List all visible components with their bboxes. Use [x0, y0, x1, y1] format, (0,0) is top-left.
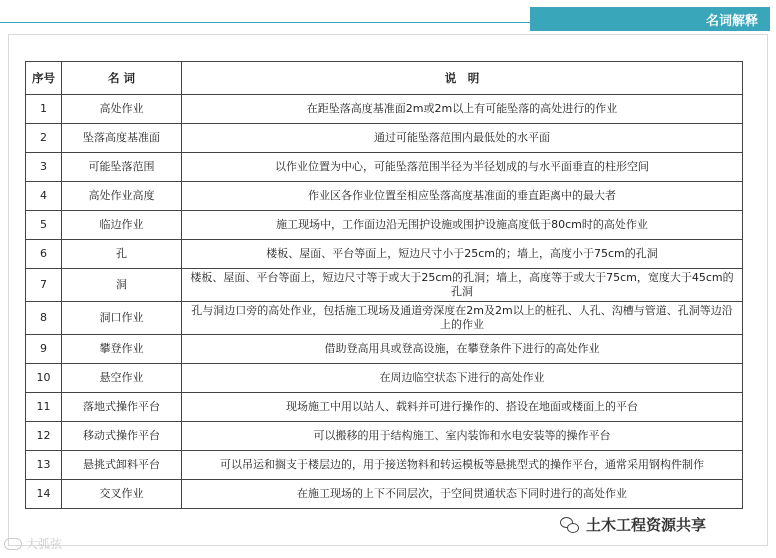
- row-number: 11: [26, 393, 62, 422]
- row-term: 交叉作业: [62, 480, 182, 509]
- row-description: 可以吊运和搁支于楼层边的，用于接送物料和转运模板等悬挑型式的操作平台，通常采用钢构件制作: [182, 451, 743, 480]
- section-title: 名词解释: [530, 7, 770, 31]
- row-term: 悬空作业: [62, 364, 182, 393]
- row-description: 在距坠落高度基准面2m或2m以上有可能坠落的高处进行的作业: [182, 95, 743, 124]
- table-row: [26, 480, 743, 509]
- watermark-right: [560, 514, 706, 535]
- column-header-term: 名 词: [62, 62, 182, 95]
- watermark-logo-icon: [4, 538, 22, 550]
- row-description: 借助登高用具或登高设施，在攀登条件下进行的高处作业: [182, 335, 743, 364]
- row-description: 现场施工中用以站人、载料并可进行操作的、搭设在地面或楼面上的平台: [182, 393, 743, 422]
- row-term: 洞: [62, 269, 182, 302]
- table-row: [26, 335, 743, 364]
- row-description: 楼板、屋面、平台等面上，短边尺寸小于25cm的；墙上，高度小于75cm的孔洞: [182, 240, 743, 269]
- row-term: 悬挑式卸料平台: [62, 451, 182, 480]
- row-number: 4: [26, 182, 62, 211]
- row-term: 高处作业: [62, 95, 182, 124]
- row-term: 可能坠落范围: [62, 153, 182, 182]
- row-number: 1: [26, 95, 62, 124]
- row-term: 临边作业: [62, 211, 182, 240]
- wechat-icon: [560, 515, 580, 535]
- row-number: 12: [26, 422, 62, 451]
- watermark-right-text: 土木工程资源共享: [586, 516, 707, 534]
- row-number: 2: [26, 124, 62, 153]
- row-term: 孔: [62, 240, 182, 269]
- row-term: 高处作业高度: [62, 182, 182, 211]
- table-row: [26, 240, 743, 269]
- table-row: [26, 451, 743, 480]
- row-description: 通过可能坠落范围内最低处的水平面: [182, 124, 743, 153]
- table-row: [26, 153, 743, 182]
- row-description: 施工现场中，工作面边沿无围护设施或围护设施高度低于80cm时的高处作业: [182, 211, 743, 240]
- row-number: 8: [26, 302, 62, 335]
- row-number: 7: [26, 269, 62, 302]
- table-row: [26, 364, 743, 393]
- table-row: [26, 393, 743, 422]
- row-description: 在施工现场的上下不同层次，于空间贯通状态下同时进行的高处作业: [182, 480, 743, 509]
- row-term: 坠落高度基准面: [62, 124, 182, 153]
- column-header-no: 序号: [26, 62, 62, 95]
- row-description: 可以搬移的用于结构施工、室内装饰和水电安装等的操作平台: [182, 422, 743, 451]
- row-number: 10: [26, 364, 62, 393]
- watermark-left-text: 大弧弦: [26, 537, 63, 551]
- row-description: 孔与洞边口旁的高处作业，包括施工现场及通道旁深度在2m及2m以上的桩孔、人孔、沟槽与管道、孔洞等边沿上的作业: [182, 302, 743, 335]
- table-row: [26, 124, 743, 153]
- row-number: 5: [26, 211, 62, 240]
- row-term: 移动式操作平台: [62, 422, 182, 451]
- table-row: [26, 422, 743, 451]
- table-row: [26, 269, 743, 302]
- row-number: 14: [26, 480, 62, 509]
- row-number: 13: [26, 451, 62, 480]
- table-row: [26, 182, 743, 211]
- row-number: 9: [26, 335, 62, 364]
- column-header-description: 说 明: [182, 62, 743, 95]
- table-row: [26, 95, 743, 124]
- table-row: [26, 302, 743, 335]
- row-description: 作业区各作业位置至相应坠落高度基准面的垂直距离中的最大者: [182, 182, 743, 211]
- table-header-row: [26, 62, 743, 95]
- glossary-table: [25, 61, 743, 509]
- row-number: 3: [26, 153, 62, 182]
- row-term: 洞口作业: [62, 302, 182, 335]
- header-rule: [0, 22, 530, 23]
- row-term: 落地式操作平台: [62, 393, 182, 422]
- row-description: 以作业位置为中心，可能坠落范围半径为半径划成的与水平面垂直的柱形空间: [182, 153, 743, 182]
- watermark-left: [4, 535, 62, 552]
- row-number: 6: [26, 240, 62, 269]
- row-term: 攀登作业: [62, 335, 182, 364]
- row-description: 楼板、屋面、平台等面上，短边尺寸等于或大于25cm的孔洞；墙上，高度等于或大于75cm，宽度大于45cm的孔洞: [182, 269, 743, 302]
- table-row: [26, 211, 743, 240]
- row-description: 在周边临空状态下进行的高处作业: [182, 364, 743, 393]
